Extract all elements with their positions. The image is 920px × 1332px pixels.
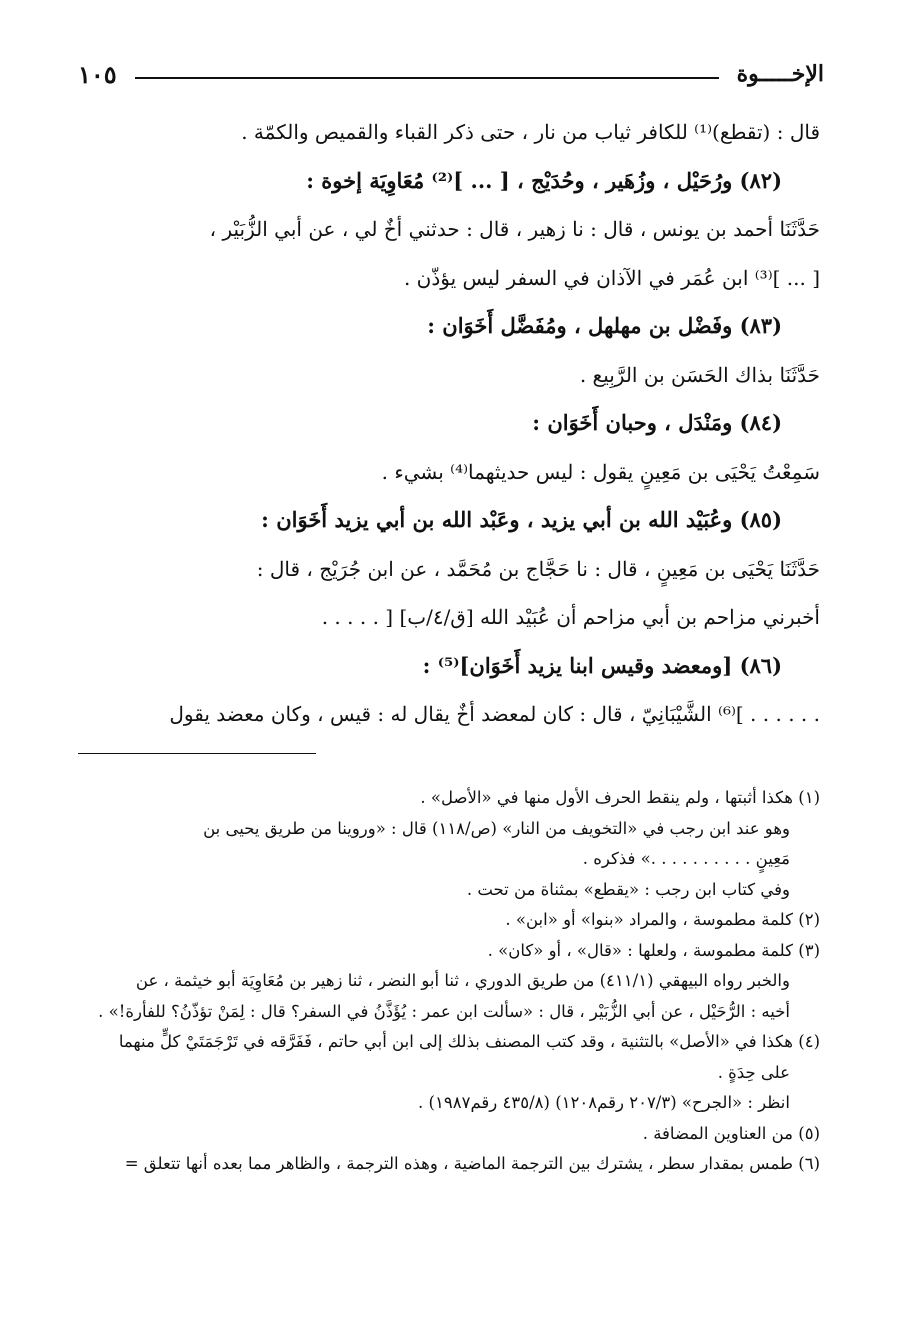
footnote-3: (٣) كلمة مطموسة ، ولعلها : «قال» ، أو «كان» . [487,940,820,960]
footnote-separator [78,753,316,754]
text-line: قال : (تقطع)⁽¹⁾ للكافر ثياب من نار ، حتى ذكر القباء والقميص والكمّة . [241,120,820,144]
footnote-1: (١) هكذا أثبتها ، ولم ينقط الحرف الأول منها في «الأصل» . [420,788,820,807]
footnote-6: (٦) طمس بمقدار سطر ، يشترك بين الترجمة الماضية ، وهذه الترجمة ، والظاهر مما بعده أنها تتعلق = [124,1154,820,1173]
footnote-line: مَعِينٍ . . . . . . . . . .» فذكره . [582,849,790,868]
text-line: حَدَّثَنَا بذاك الحَسَن بن الرَّبِيع . [579,362,820,387]
footnote-line: أخيه : الرُّحَيْل ، عن أبي الزُّبَيْر ، قال : «سألت ابن عمر : يُؤَذَّنُ في السفر؟ قال : لِمَنْ تؤذّنُ؟ للفأرة!» . [98,1001,790,1021]
entry-heading-83: (٨٣) وفَضْل بن مهلهل ، ومُفَضَّل أَخَوَان : [427,313,782,338]
header-rule [135,77,719,79]
footnote-line: وفي كتاب ابن رجب : «يقطع» بمثناة من تحت . [466,879,790,899]
footnote-line: وهو عند ابن رجب في «التخويف من النار» (ص/١١٨) قال : «وروينا من طريق يحيى بن [203,818,790,838]
text-line: سَمِعْتُ يَحْيَى بن مَعِينٍ يقول : ليس حديثهما⁽⁴⁾ بشيء . [381,459,820,484]
text-line: أخبرني مزاحم بن أبي مزاحم أن عُبَيْد الله [ق/٤/ب] [ . . . . . [321,605,820,629]
text-line: حَدَّثَنَا يَحْيَى بن مَعِينٍ ، قال : نا حَجَّاج بن مُحَمَّد ، عن ابن جُرَيْج ، قال : [256,556,820,581]
text-line: [ ... ]⁽³⁾ ابن عُمَر في الآذان في السفر ليس يؤذّن . [403,265,820,290]
main-text [78,108,820,739]
footnote-5: (٥) من العناوين المضافة . [642,1123,820,1143]
entry-heading-84: (٨٤) ومَنْدَل ، وحبان أَخَوَان : [532,410,782,435]
text-line: . . . . . . ]⁽⁶⁾ الشَّيْبَانِيّ ، قال : كان لمعضد أخٌ يقال له : قيس ، وكان معضد يقول [169,702,820,726]
footnote-line: والخبر رواه البيهقي (٤١١/١) من طريق الدوري ، ثنا أبو النضر ، ثنا زهير بن مُعَاوِيَة أبو خيثمة ، عن [135,971,790,990]
running-title: الإخـــــوة [736,61,824,87]
footnote-4: (٤) هكذا في «الأصل» بالتثنية ، وقد كتب المصنف بذلك إلى ابن أبي حاتم ، فَفَرَّقه في تَرْجَمَتَيْ كلٍّ منهما [118,1032,820,1051]
footnote-line: انظر : «الجرح» (٢٠٧/٣ رقم١٢٠٨) (٤٣٥/٨ رقم١٩٨٧) . [418,1093,790,1112]
footnote-2: (٢) كلمة مطموسة ، والمراد «بنوا» أو «ابن» . [505,910,820,929]
entry-heading-82: (٨٢) ورُحَيْل ، وزُهَير ، وحُدَيْج ، [ ... ]⁽²⁾ مُعَاوِيَة إخوة : [306,167,782,193]
footnote-line: على حِدَةٍ . [717,1062,790,1082]
text-line: حَدَّثَنَا أحمد بن يونس ، قال : نا زهير ، قال : حدثني أخٌ لي ، عن أبي الزُّبَيْر ، [209,217,820,241]
page-header [78,56,824,92]
page-number: ١٠٥ [78,59,117,89]
entry-heading-85: (٨٥) وعُبَيْد الله بن أبي يزيد ، وعَبْد الله بن أبي يزيد أَخَوَان : [261,507,782,532]
footnotes [78,783,820,1180]
entry-heading-86: (٨٦) [ومعضد وقيس ابنا يزيد أَخَوَان]⁽⁵⁾ : [422,652,782,678]
